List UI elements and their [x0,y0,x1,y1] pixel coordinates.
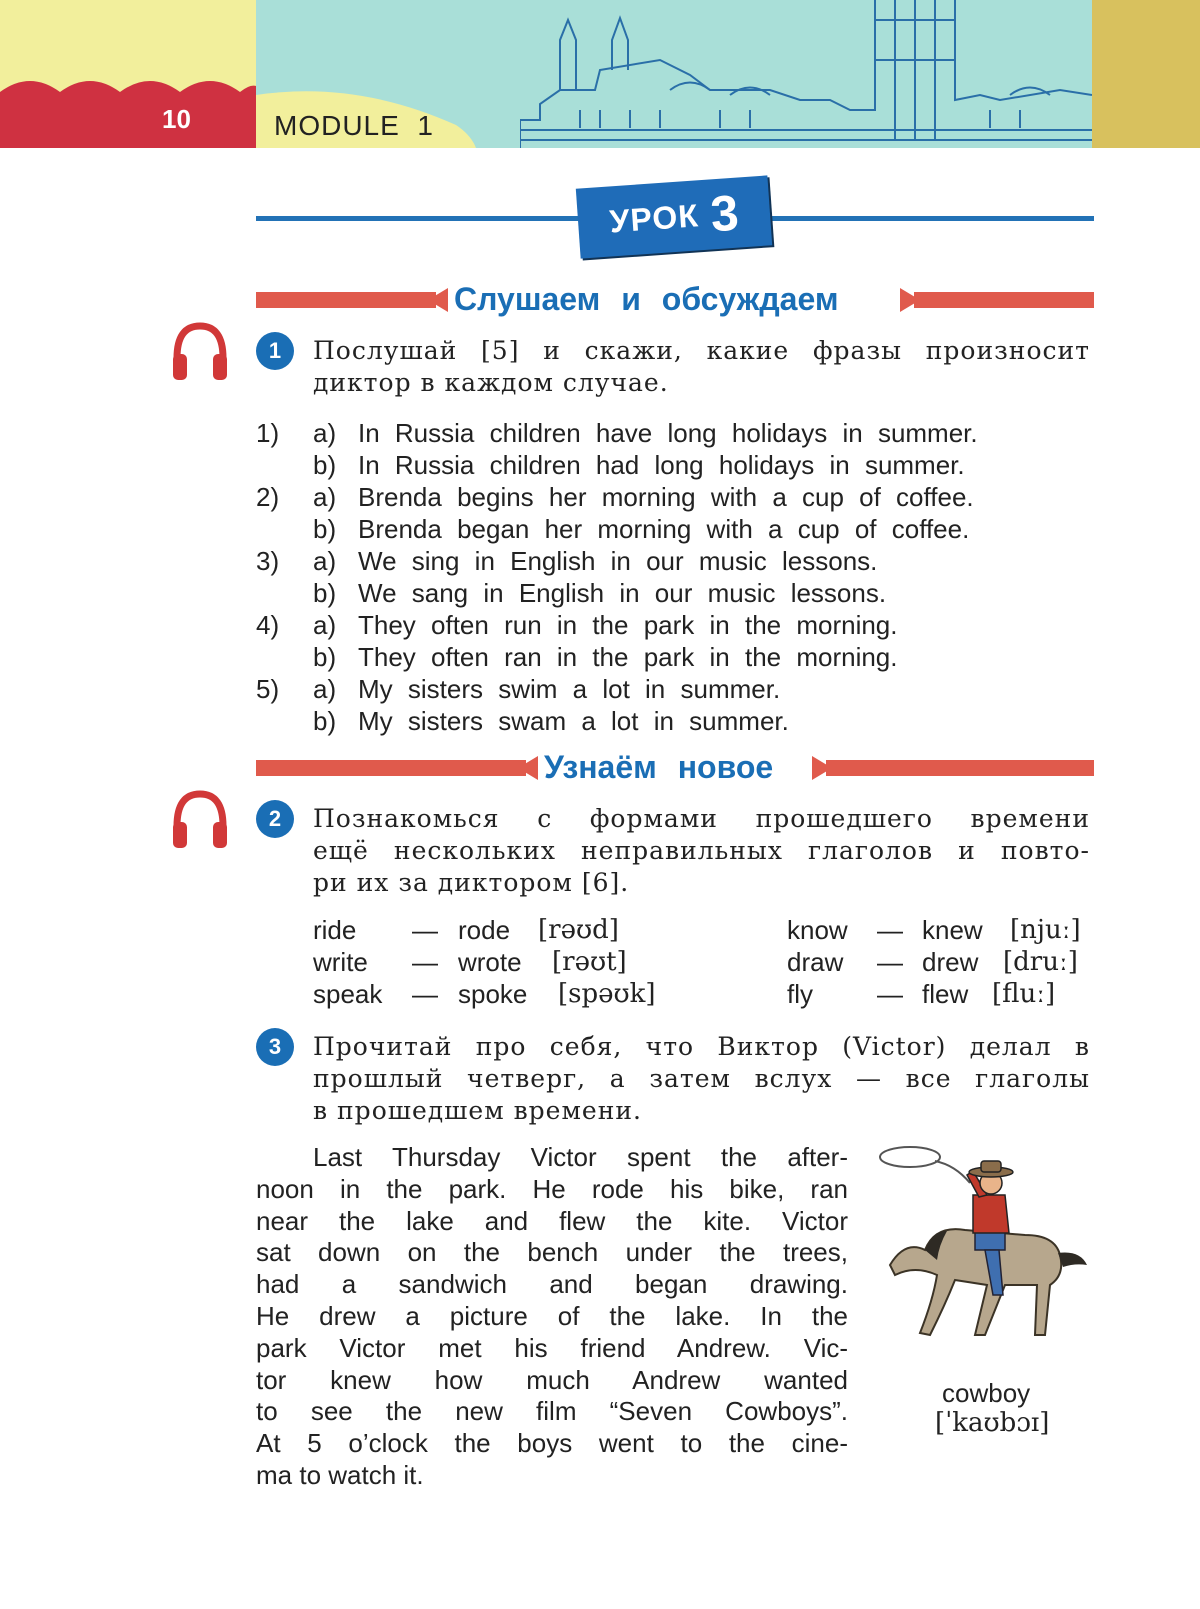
sentence: They often ran in the park in the morning. [358,642,898,672]
exercise-2-instruction [313,803,1090,899]
text-line: sat down on the bench under the trees, [256,1237,848,1268]
instruction-line: Прочитай про себя, что Виктор (Victor) делал в [313,1032,1090,1061]
text-line: He drew a picture of the lake. In the [256,1300,848,1331]
city-skyline-illustration [520,0,1092,148]
text-line: noon in the park. He rode his bike, ran [256,1173,848,1204]
verb-base: know [787,915,848,945]
verb-ipa: [fluː] [992,979,1056,1009]
picture-caption: cowboy [942,1378,1031,1408]
verb-ipa: [spəʊk] [558,979,656,1009]
option-label-b: b) [313,578,337,608]
item-number: 2) [256,482,280,512]
verb-dash: — [412,947,438,977]
text-line: to see the new film “Seven Cowboys”. [256,1396,848,1427]
sentence: They often run in the park in the morning. [358,610,898,640]
verb-ipa: [njuː] [1010,915,1081,945]
verb-past: drew [922,947,979,977]
text-line: had a sandwich and began drawing. [256,1269,848,1300]
section-bar-right [826,760,1094,776]
item-number: 4) [256,610,280,640]
text-line: At 5 o’clock the boys went to the cine- [256,1428,848,1459]
option-label-a: a) [313,482,337,512]
text-line: park Victor met his friend Andrew. Vic- [256,1332,848,1363]
text-line: Last Thursday Victor spent the after- [313,1142,848,1172]
verb-past: rode [458,915,511,945]
section-bar-right [914,292,1094,308]
verb-past: knew [922,915,983,945]
instruction-line: в прошедшем времени. [313,1096,642,1125]
verb-base: ride [313,915,357,945]
verb-base: write [313,947,368,977]
option-label-b: b) [313,450,337,480]
text-line: near the lake and flew the kite. Victor [256,1205,848,1236]
chevron-left-icon [428,288,448,312]
section-bar-left [256,292,436,308]
instruction-line: ещё нескольких неправильных глаголов и повто- [313,836,1090,865]
verb-dash: — [412,915,438,945]
option-label-b: b) [313,706,337,736]
instruction-line: диктор в каждом случае. [313,368,669,397]
verb-ipa: [rəʊd] [538,915,619,945]
verb-base: draw [787,947,844,977]
option-label-b: b) [313,642,337,672]
picture-caption-ipa: [ˈkaʊbɔɪ] [935,1408,1050,1438]
sentence: We sing in English in our music lessons. [358,546,878,576]
text-line: ma to watch it. [256,1459,424,1490]
verb-dash: — [877,947,903,977]
item-number: 5) [256,674,280,704]
sentence: In Russia children had long holidays in summer. [358,450,965,480]
verb-past: spoke [458,979,528,1009]
verb-base: fly [787,979,813,1009]
reading-text [256,1142,848,1492]
chevron-left-icon [518,756,538,780]
verb-dash: — [877,979,903,1009]
exercise-3-instruction [313,1031,1090,1127]
option-label-a: a) [313,418,337,448]
verb-base: speak [313,979,383,1009]
lesson-number: 3 [708,184,741,243]
sentence: We sang in English in our music lessons. [358,578,887,608]
instruction-line: Познакомься с формами прошедшего времени [313,804,1090,833]
instruction-line: ри их за диктором [6]. [313,868,630,897]
lesson-word: УРОК [608,196,700,239]
header-gold-panel [1092,0,1200,148]
verb-ipa: [rəʊt] [552,947,627,977]
exercise-1-instruction [313,335,1090,399]
sentence: Brenda begins her morning with a cup of coffee. [358,482,974,512]
verb-dash: — [412,979,438,1009]
cowboy-on-horse-illustration [875,1135,1090,1375]
verb-ipa: [druː] [1003,947,1078,977]
option-label-a: a) [313,546,337,576]
exercise-1-number: 1 [256,332,294,370]
exercise-2-number: 2 [256,800,294,838]
instruction-line: прошлый четверг, а затем вслух — все глаголы [313,1064,1090,1093]
option-label-b: b) [313,514,337,544]
verb-dash: — [877,915,903,945]
item-number: 3) [256,546,280,576]
header-red-band [0,92,256,148]
option-label-a: a) [313,610,337,640]
sentence: My sisters swam a lot in summer. [358,706,789,736]
section-title-listen-discuss: Слушаем и обсуждаем [454,281,839,317]
verb-past: flew [922,979,969,1009]
headphones-icon [171,322,229,382]
instruction-line: Послушай [5] и скажи, какие фразы произносит [313,336,1090,365]
module-label: MODULE 1 [274,110,434,141]
sentence: In Russia children have long holidays in summer. [358,418,978,448]
page-number: 10 [162,104,191,134]
option-label-a: a) [313,674,337,704]
exercise-3-number: 3 [256,1028,294,1066]
sentence: My sisters swim a lot in summer. [358,674,781,704]
section-bar-left [256,760,526,776]
headphones-icon [171,790,229,850]
section-title-learn-new: Узнаём новое [544,749,774,785]
lesson-badge [576,175,772,258]
item-number: 1) [256,418,280,448]
verb-past: wrote [458,947,522,977]
text-line: tor knew how much Andrew wanted [256,1364,848,1395]
sentence: Brenda began her morning with a cup of coffee. [358,514,970,544]
